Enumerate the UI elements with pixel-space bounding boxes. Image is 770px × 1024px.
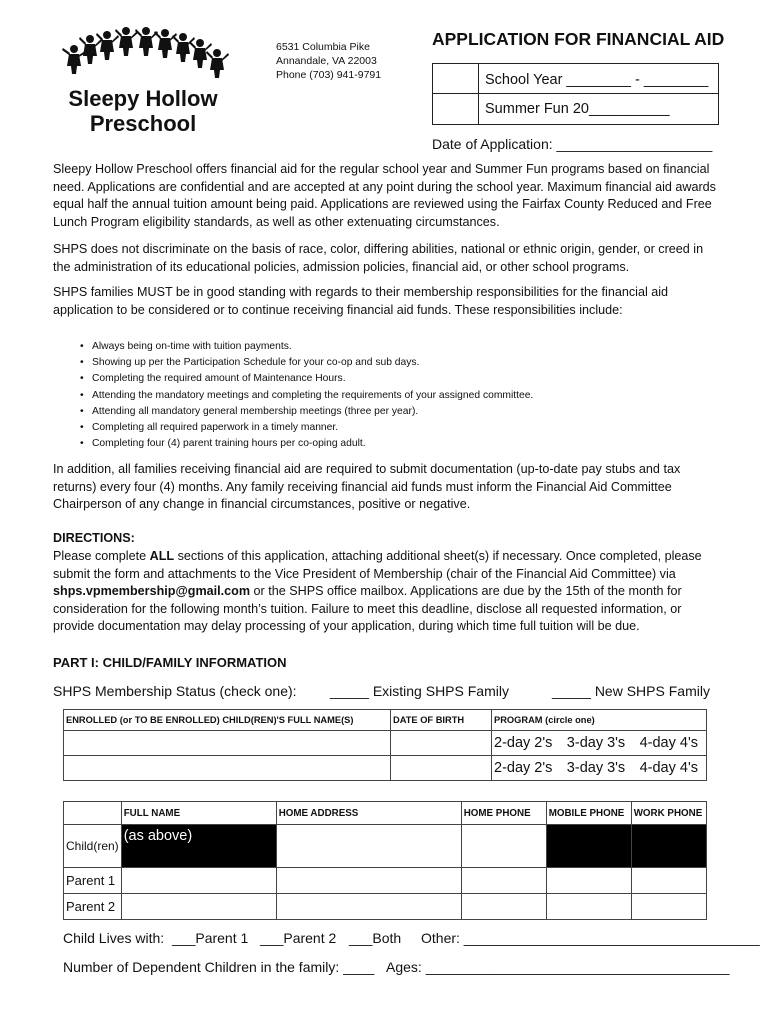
dependents-ages-field[interactable]: Ages: _______________________________________ [386, 959, 730, 975]
summer-fun-field[interactable]: Summer Fun 20__________ [485, 101, 670, 117]
column-header: HOME PHONE [461, 802, 546, 825]
mobile-phone-blocked [546, 825, 631, 868]
existing-family-option[interactable]: _____ Existing SHPS Family [330, 683, 509, 699]
program-options[interactable] [492, 731, 707, 756]
column-header: MOBILE PHONE [546, 802, 631, 825]
lives-parent2-option[interactable]: ___Parent 2 [260, 930, 337, 946]
program-3day[interactable]: 3-day 3's [566, 735, 626, 751]
program-4day[interactable]: 4-day 4's [639, 760, 698, 776]
list-item: • Completing four (4) parent training hours per co-oping adult. [80, 436, 720, 452]
row-label: Parent 1 [64, 868, 122, 894]
address-phone: Phone (703) 941-9791 [276, 69, 382, 81]
email-link[interactable]: shps.vpmembership@gmail.com [53, 584, 251, 598]
list-item: • Attending all mandatory general membership meetings (three per year). [80, 404, 720, 420]
directions-heading: DIRECTIONS: [53, 531, 135, 545]
lives-both-option[interactable]: ___Both [349, 930, 402, 946]
home-address-input[interactable] [276, 825, 461, 868]
program-4day[interactable]: 4-day 4's [639, 735, 698, 751]
column-header: DATE OF BIRTH [391, 710, 492, 731]
table-row [64, 894, 707, 920]
logo-name-line1: Sleepy Hollow [68, 86, 218, 111]
list-item: • Completing the required amount of Maintenance Hours. [80, 371, 720, 387]
child-name-input[interactable] [64, 756, 391, 781]
address-city: Annandale, VA 22003 [276, 55, 377, 67]
part1-heading: PART I: CHILD/FAMILY INFORMATION [53, 655, 287, 670]
good-standing-paragraph: SHPS families MUST be in good standing with regards to their membership responsibilities for the financial aid application to be considered or to continue receiving financial aid funds. These responsibilities include: [53, 285, 669, 317]
list-item: • Attending the mandatory meetings and completing the requirements of your assigned committee. [80, 388, 720, 404]
school-logo-name [58, 86, 228, 136]
program-3day[interactable]: 3-day 3's [566, 760, 626, 776]
table-row [64, 868, 707, 894]
parent1-work-phone-input[interactable] [631, 868, 706, 894]
parent1-address-input[interactable] [276, 868, 461, 894]
logo-name-line2: Preschool [89, 111, 197, 136]
documentation-paragraph: In addition, all families receiving financial aid are required to submit documentation (up-to-date pay stubs and tax returns) every four (4) months. Any family receiving financial aid funds must inform the Financial Aid Committee Chairperson of any change in financial circumstances, positive or negative. [53, 462, 681, 511]
program-checkbox-column[interactable] [433, 64, 479, 124]
column-header: ENROLLED (or TO BE ENROLLED) CHILD(REN)'S FULL NAME(S) [64, 710, 391, 731]
list-item: • Completing all required paperwork in a timely manner. [80, 420, 720, 436]
column-header: PROGRAM (circle one) [492, 710, 707, 731]
list-item: • Always being on-time with tuition payments. [80, 339, 720, 355]
parent1-name-input[interactable] [121, 868, 276, 894]
parent2-mobile-phone-input[interactable] [546, 894, 631, 920]
school-address [276, 40, 381, 82]
parent1-mobile-phone-input[interactable] [546, 868, 631, 894]
date-of-application-field[interactable]: Date of Application: ____________________ [432, 136, 713, 152]
responsibilities-list [80, 339, 720, 452]
address-street: 6531 Columbia Pike [276, 41, 370, 53]
column-header: WORK PHONE [631, 802, 706, 825]
child-name-cell: (as above) [121, 825, 276, 868]
date-of-birth-input[interactable] [391, 731, 492, 756]
work-phone-blocked [631, 825, 706, 868]
date-of-birth-input[interactable] [391, 756, 492, 781]
column-header: FULL NAME [121, 802, 276, 825]
child-name-input[interactable] [64, 731, 391, 756]
row-label-header [64, 802, 122, 825]
parent1-home-phone-input[interactable] [461, 868, 546, 894]
nondiscrimination-paragraph: SHPS does not discriminate on the basis of race, color, differing abilities, national or ethnic origin, gender, or creed in the administration of its educational policies, admission policies, financial aid, or other school programs. [53, 242, 704, 274]
home-phone-input[interactable] [461, 825, 546, 868]
dependents-count-field[interactable]: Number of Dependent Children in the family: ____ [63, 959, 375, 975]
page-title: APPLICATION FOR FINANCIAL AID [432, 29, 725, 49]
program-options[interactable] [492, 756, 707, 781]
parent2-address-input[interactable] [276, 894, 461, 920]
new-family-option[interactable]: _____ New SHPS Family [552, 683, 710, 699]
school-year-field[interactable]: School Year ________ - ________ [485, 72, 709, 88]
parent2-home-phone-input[interactable] [461, 894, 546, 920]
logo-children-icon [58, 26, 230, 84]
lives-other-field[interactable]: Other: ______________________________________ [421, 930, 760, 946]
table-row [64, 731, 707, 756]
table-row [64, 756, 707, 781]
directions-paragraph: Please complete ALL sections of this application, attaching additional sheet(s) if necessary. Once completed, please submit the form and attachments to the Vice President of Membership (chair of the Financial Aid Committee) via shps.vpmembership@gmail.com or the SHPS office mailbox. Applications are due by the 15th of the month for consideration for the following month’s tuition. Failure to meet this deadline, disclose all requested information, or provide documentation may delay processing of your application, during which time full tuition will be due. [53, 549, 702, 633]
table-row [64, 825, 707, 868]
membership-status-label: SHPS Membership Status (check one): [53, 683, 297, 699]
intro-paragraph: Sleepy Hollow Preschool offers financial aid for the regular school year and Summer Fun programs based on financial need. Applications are confidential and are accepted at any point during the school year. Maximum financial aid awards equal half the annual tuition amount being paid. Applications are reviewed using the Fairfax County Reduced and Free Lunch Program eligibility standards, as well as other extenuating circumstances. [53, 162, 716, 229]
family-contact-table [63, 801, 707, 920]
parent2-name-input[interactable] [121, 894, 276, 920]
program-2day[interactable]: 2-day 2's [494, 760, 553, 776]
list-item: • Showing up per the Participation Schedule for your co-op and sub days. [80, 355, 720, 371]
enrolled-children-table [63, 709, 707, 781]
child-lives-label: Child Lives with: [63, 930, 165, 946]
row-label: Child(ren) [64, 825, 122, 868]
program-2day[interactable]: 2-day 2's [494, 735, 553, 751]
lives-parent1-option[interactable]: ___Parent 1 [172, 930, 249, 946]
parent2-work-phone-input[interactable] [631, 894, 706, 920]
column-header: HOME ADDRESS [276, 802, 461, 825]
row-label: Parent 2 [64, 894, 122, 920]
